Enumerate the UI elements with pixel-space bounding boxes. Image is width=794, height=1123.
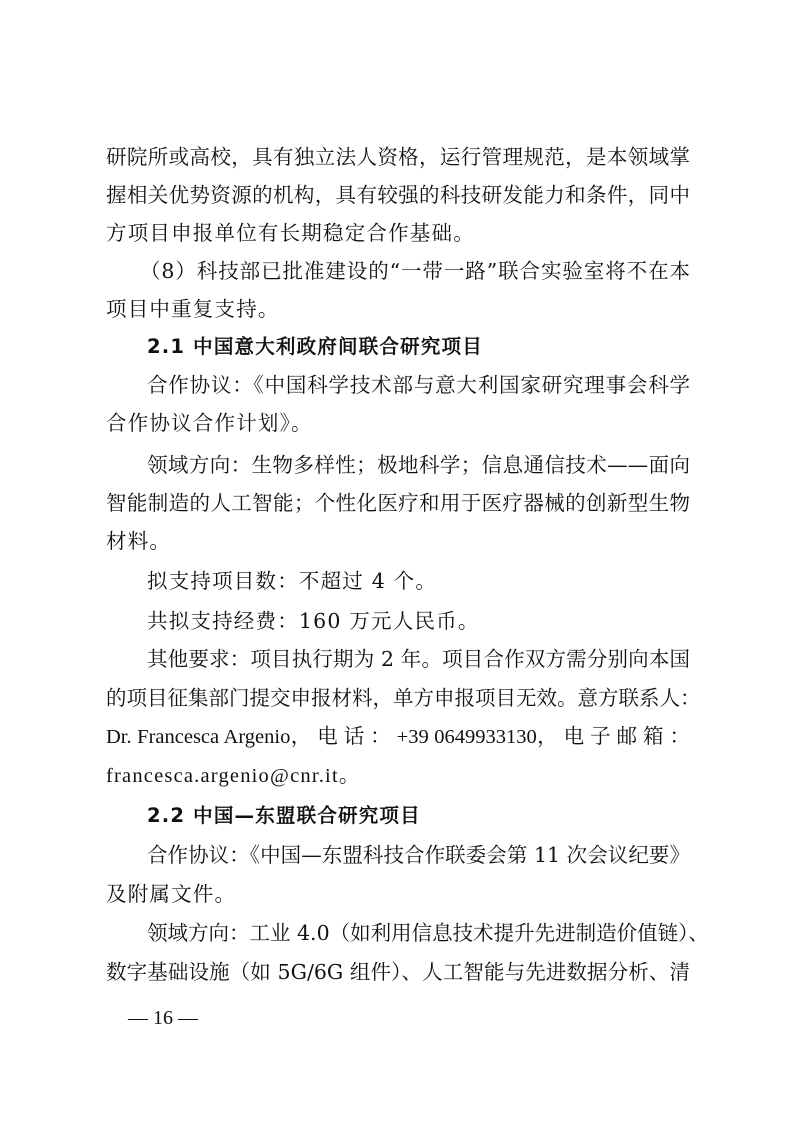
- paragraph-line: 数字基础设施（如 5G/6G 组件）、人工智能与先进数据分析、清: [106, 960, 690, 984]
- paragraph-line: 的项目征集部门提交申报材料，单方申报项目无效。意方联系人：: [106, 686, 701, 710]
- section-heading-2-1: 2.1 中国意大利政府间联合研究项目: [147, 335, 483, 358]
- paragraph-line: 领域方向：工业 4.0（如利用信息技术提升先进制造价值链）、: [147, 921, 709, 945]
- paragraph-line: 握相关优势资源的机构，具有较强的科技研发能力和条件，同中: [106, 183, 690, 207]
- paragraph-line: 合作协议：《中国—东盟科技合作联委会第 11 次会议纪要》: [147, 843, 690, 867]
- paragraph-line: 共拟支持经费：160 万元人民币。: [147, 609, 480, 633]
- paragraph-line: 材料。: [106, 529, 172, 553]
- paragraph-line: 领域方向：生物多样性；极地科学；信息通信技术——面向: [147, 453, 690, 477]
- paragraph-line: 研院所或高校，具有独立法人资格，运行管理规范，是本领域掌: [106, 145, 690, 169]
- paragraph-line: 其他要求：项目执行期为 2 年。项目合作双方需分别向本国: [147, 647, 690, 671]
- paragraph-line: 合作协议合作计划》。: [106, 411, 313, 435]
- paragraph-line: 拟支持项目数：不超过 4 个。: [147, 569, 438, 593]
- paragraph-line: （8）科技部已批准建设的“一带一路”联合实验室将不在本: [140, 259, 690, 283]
- section-heading-2-2: 2.2 中国—东盟联合研究项目: [147, 804, 421, 827]
- paragraph-line: Dr. Francesca Argenio， 电 话 ： +39 0649933130， 电 子 邮 箱 ：: [106, 726, 690, 748]
- paragraph-line: 方项目申报单位有长期稳定合作基础。: [106, 221, 475, 245]
- paragraph-line: 智能制造的人工智能；个性化医疗和用于医疗器械的创新型生物: [106, 491, 690, 515]
- page-number: — 16 —: [128, 1007, 198, 1029]
- paragraph-line: 及附属文件。: [106, 882, 237, 906]
- contact-email: francesca.argenio@cnr.it。: [106, 765, 361, 787]
- paragraph-line: 合作协议：《中国科学技术部与意大利国家研究理事会科学: [147, 373, 690, 397]
- paragraph-line: 项目中重复支持。: [106, 297, 280, 321]
